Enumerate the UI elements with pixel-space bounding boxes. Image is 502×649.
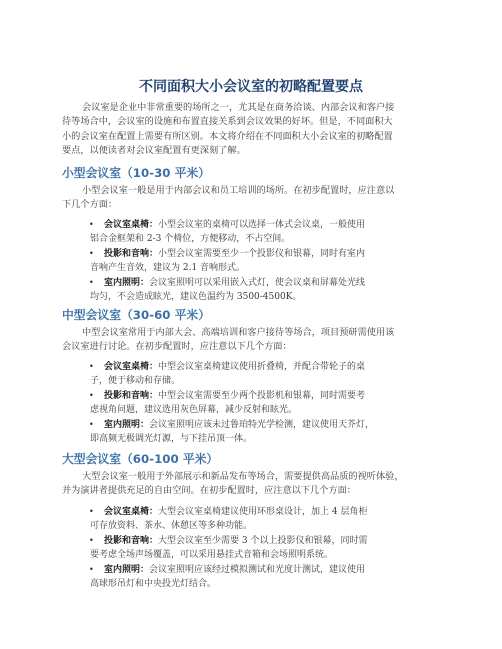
bullet-dot-icon: • — [89, 249, 94, 258]
section-intro — [62, 184, 444, 213]
bullet-label: 室内照明： — [104, 278, 150, 288]
bullet-text: 即高频无极调光灯源，与下挂吊顶一体。 — [90, 434, 253, 445]
bullet-item — [62, 534, 418, 562]
bullet-item — [62, 418, 418, 446]
bullet-dot-icon: • — [89, 420, 94, 429]
bullet-text: 小型会议室的桌椅可以选择一体式会议桌，一般使用 — [158, 220, 366, 230]
bullet-label: 会议室桌椅： — [104, 220, 159, 230]
bullet-text: 音响产生音效，建议为 2.1 音响形式。 — [90, 263, 246, 274]
bullet-text: 会议室照明可以采用嵌入式灯，使会议桌和屏幕处光线 — [149, 278, 366, 288]
bullet-dot-icon: • — [89, 507, 94, 516]
bullet-dot-icon: • — [89, 278, 94, 287]
text-line: 会议室进行讨论。在初步配置时，应注意以下几个方面： — [62, 341, 292, 353]
text-line: 中型会议室常用于内部大会、高端培训和客户接待等场合，项目预研需使用该 — [82, 327, 395, 338]
bullet-text: 均匀，不会造成眩光，建议色温约为 3500-4500K。 — [90, 292, 302, 303]
bullet-dot-icon: • — [89, 565, 94, 574]
bullet-label: 室内照明： — [104, 565, 150, 575]
section-intro — [62, 470, 444, 499]
section-heading-small-room: 小型会议室（10-30 平米） — [62, 166, 211, 180]
bullet-item — [62, 389, 418, 417]
bullet-text: 要考虑全场声场覆盖，可以采用悬挂式音箱和会场照明系统。 — [90, 550, 334, 561]
bullet-dot-icon: • — [89, 536, 94, 545]
bullet-item — [62, 276, 418, 304]
bullet-text: 大型会议室至少需要 3 个以上投影仪和银幕，同时需 — [158, 536, 368, 546]
bullet-text: 中型会议室需要至少两个投影机和银幕，同时需要考 — [158, 391, 366, 401]
bullet-text: 高球形吊灯和中央投光灯结合。 — [90, 579, 217, 590]
bullet-item — [62, 360, 418, 388]
bullet-item — [62, 563, 418, 591]
bullet-text: 虑视角问题，建议选用灰色屏幕，减少反射和眩光。 — [90, 405, 298, 416]
section-heading-medium-room: 中型会议室（30-60 平米） — [62, 308, 211, 322]
bullet-label: 投影和音响： — [104, 536, 159, 546]
text-line: 下几个方面： — [62, 199, 118, 211]
bullet-label: 室内照明： — [104, 420, 150, 430]
bullet-item — [62, 505, 418, 533]
text-line: 小的会议室在配置上需要有所区别。本文将介绍在不同面积大小会议室的初略配置 — [62, 130, 393, 142]
section-intro — [62, 326, 444, 355]
bullet-label: 投影和音响： — [104, 391, 159, 401]
bullet-dot-icon: • — [89, 220, 94, 229]
text-line: 并为演讲者提供充足的自由空间。在初步配置时，应注意以下几个方面： — [62, 485, 356, 497]
text-line: 会议室是企业中非常重要的场所之一，尤其是在商务洽谈、内部会议和客户接 — [82, 102, 395, 113]
bullet-label: 会议室桌椅： — [104, 362, 159, 372]
bullet-text: 大型会议室桌椅建议使用环形桌设计，加上 4 层角柜 — [158, 507, 368, 517]
bullet-text: 会议室照明应该经过模拟测试和光度计测试，建议使用 — [149, 565, 366, 575]
bullet-dot-icon: • — [89, 362, 94, 371]
bullet-text: 中型会议室桌椅建议使用折叠椅，并配合带轮子的桌 — [158, 362, 366, 372]
bullet-text: 会议室照明应该未过鲁珀特光学检测，建议使用天芥灯， — [149, 420, 375, 430]
text-line: 待等场合中，会议室的设施和布置直接关系到会议效果的好坏。但是，不同面积大 — [62, 116, 393, 128]
bullet-text: 小型会议室需要至少一个投影仪和银幕，同时有室内 — [158, 249, 366, 259]
text-line: 要点，以便读者对会议室配置有更深刻了解。 — [62, 145, 246, 157]
bullet-item — [62, 247, 418, 275]
bullet-label: 会议室桌椅： — [104, 507, 159, 517]
bullet-text: 子，便于移动和存储。 — [90, 376, 181, 387]
intro-paragraph — [62, 101, 444, 159]
document-title: 不同面积大小会议室的初略配置要点 — [139, 79, 363, 95]
bullet-label: 投影和音响： — [104, 249, 159, 259]
section-heading-large-room: 大型会议室（60-100 平米） — [62, 452, 219, 466]
bullet-dot-icon: • — [89, 391, 94, 400]
bullet-item — [62, 218, 418, 246]
bullet-text: 可存放资料、茶水、休憩区等多种功能。 — [90, 521, 253, 532]
text-line: 大型会议室一般用于外部展示和新品发布等场合，需要提供高品质的视听体验， — [82, 471, 404, 482]
bullet-text: 铝合金框架和 2-3 个椅位，方便移动，不占空间。 — [90, 234, 291, 245]
text-line: 小型会议室一般是用于内部会议和员工培训的场所。在初步配置时，应注意以 — [82, 185, 395, 196]
